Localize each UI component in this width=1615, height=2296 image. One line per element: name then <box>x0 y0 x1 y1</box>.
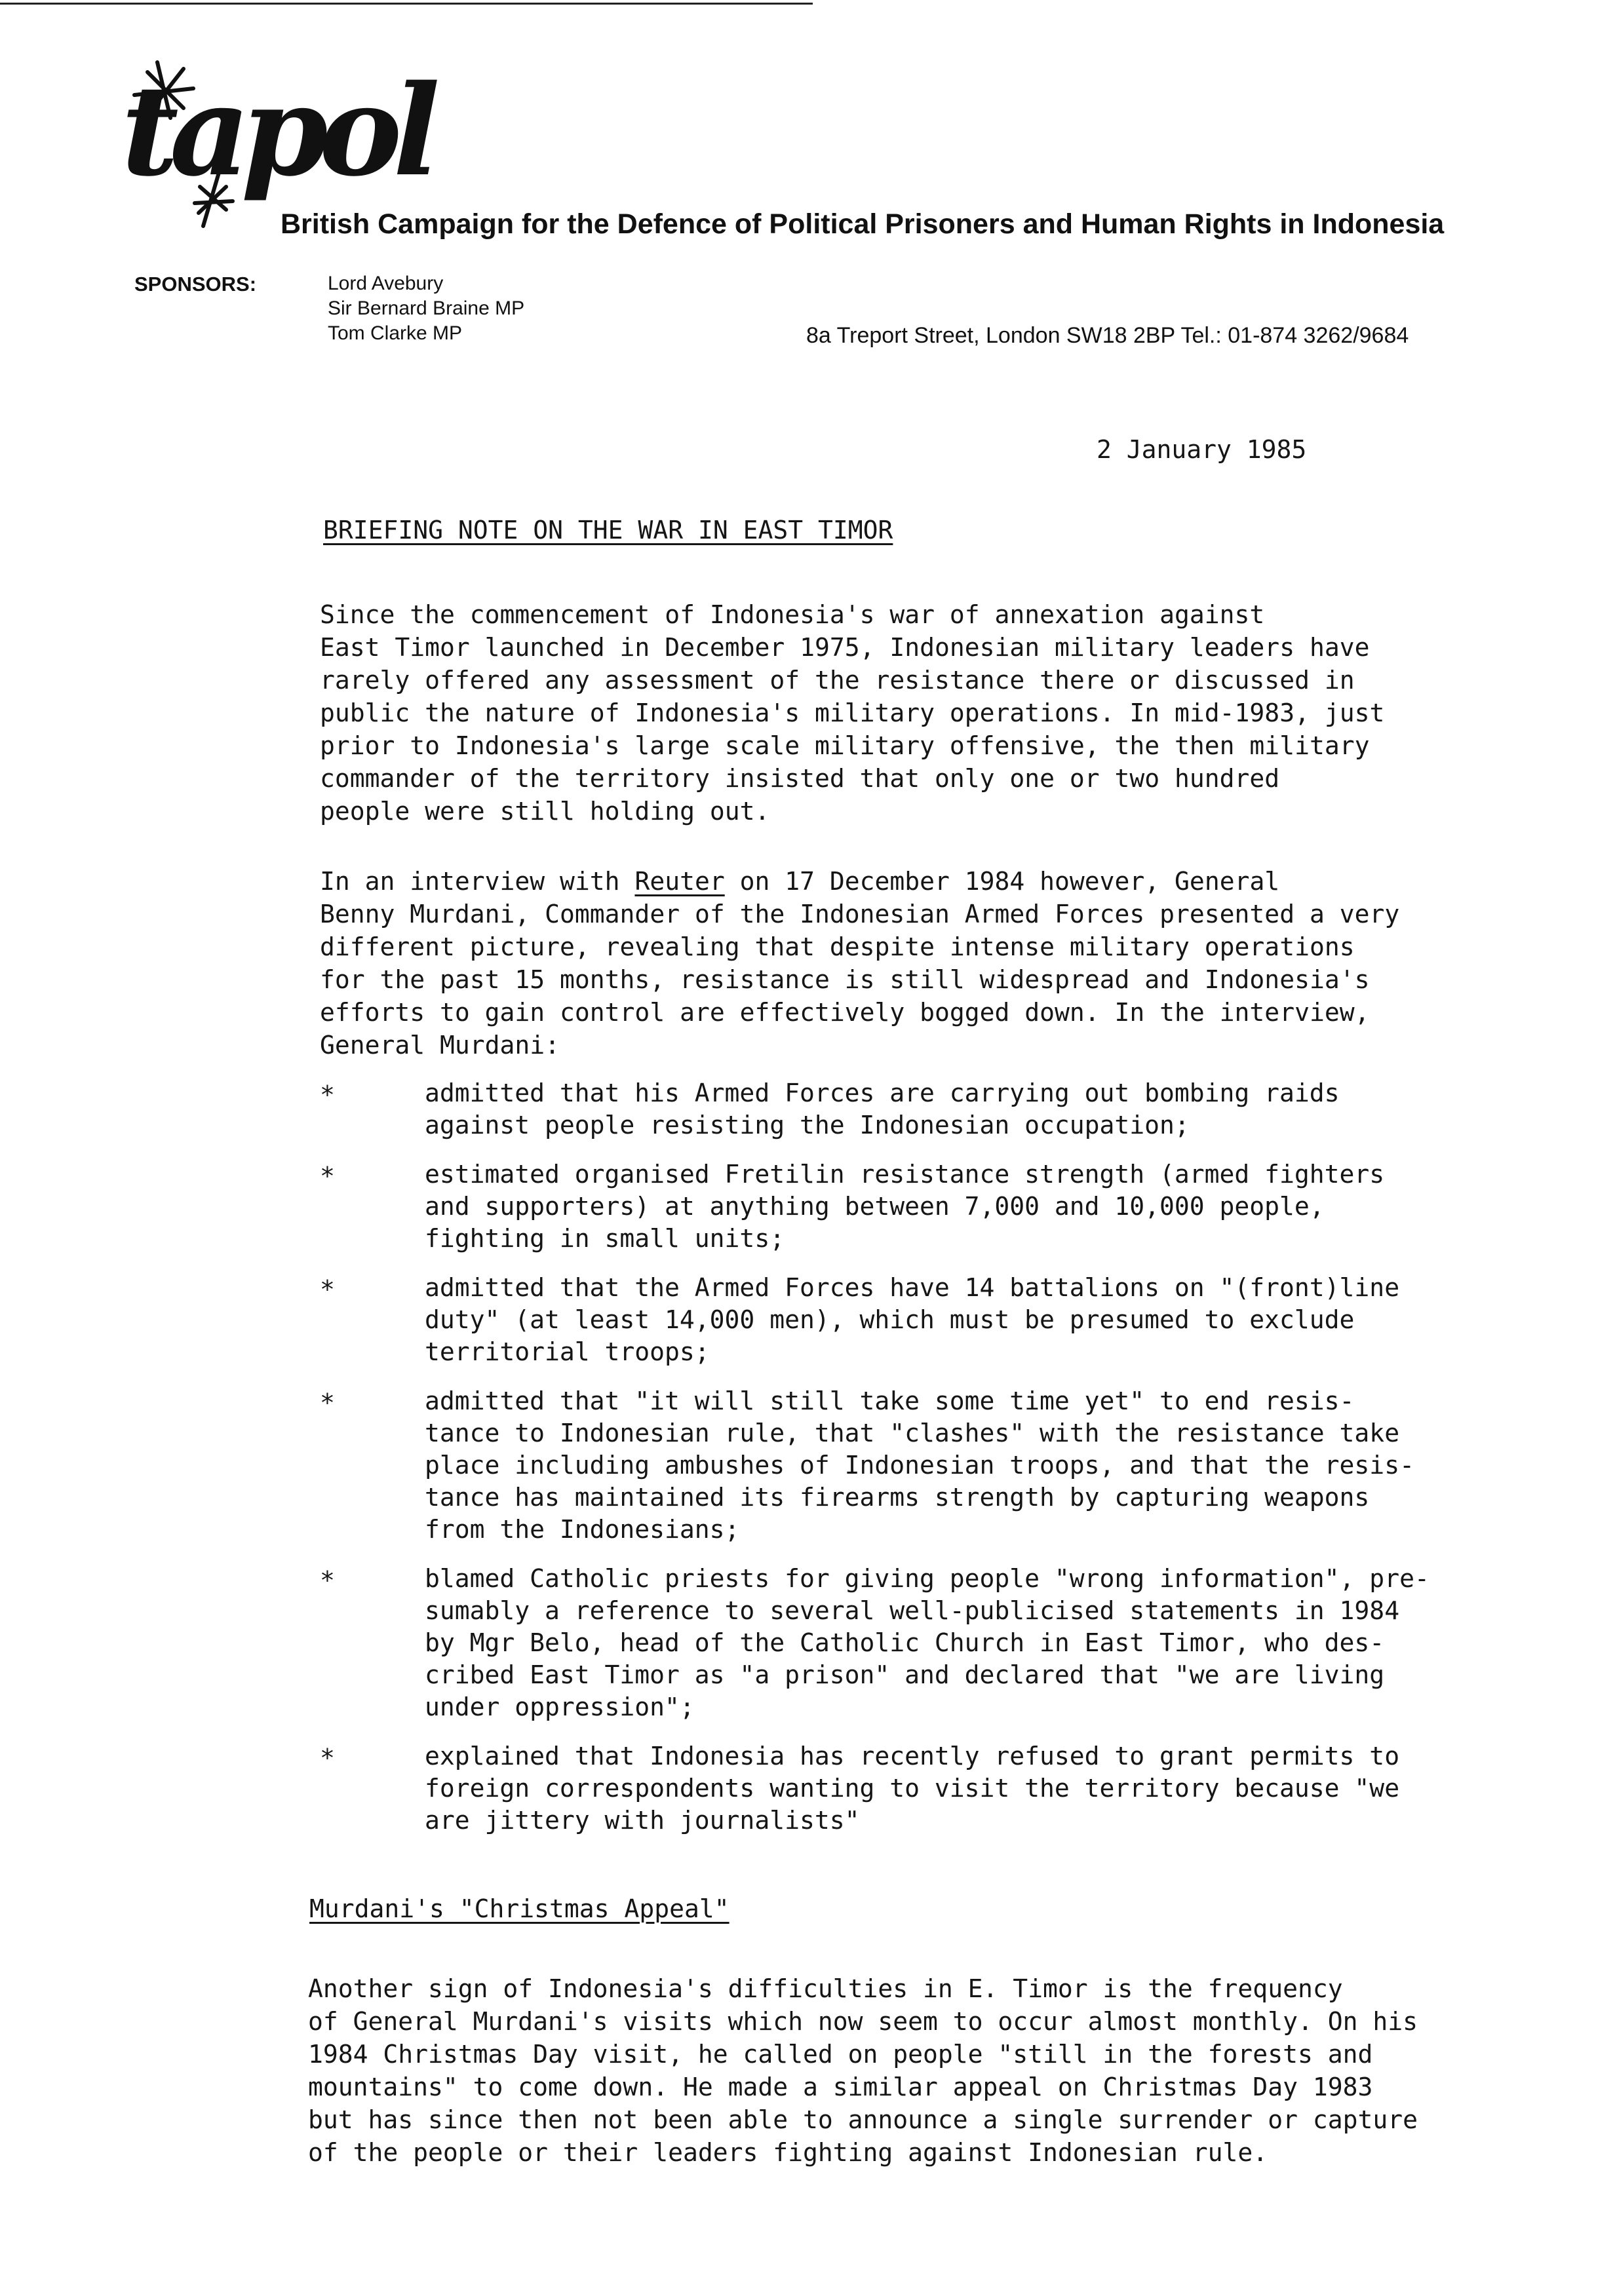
list-item-text: admitted that the Armed Forces have 14 battalions on "(front)line duty" (at least 14,000 men), which must be presumed to exclude territorial troops; <box>425 1273 1400 1366</box>
list-item-text: admitted that "it will still take some time yet" to end resis- tance to Indonesian rule, that "clashes" with the resistance take place including ambushes of Indonesian troops, and that the resis- tance has maintained its firearms strength by capturing weapons from the Indonesians; <box>425 1387 1414 1544</box>
sponsor-name: Tom Clarke MP <box>328 322 463 344</box>
paragraph-intro: Since the commencement of Indonesia's war of annexation against East Timor launched in December 1975, Indonesian military leaders have rarely offered any assessment of the resistance there or discussed in public the nature of Indonesia's military operations. In mid-1983, just prior to Indonesia's large scale military offensive, the then military commander of the territory insisted that only one or two hundred people were still holding out. <box>320 600 1385 826</box>
bullet-asterisk: * <box>320 1081 335 1109</box>
sponsors-label: SPONSORS: <box>134 273 257 296</box>
sponsor-name: Lord Avebury <box>328 273 444 294</box>
logo-wordmark: tapol <box>121 58 431 204</box>
list-item-text: admitted that his Armed Forces are carrying out bombing raids against people resisting the Indonesian occupation; <box>425 1079 1340 1139</box>
sponsors-list <box>328 271 524 346</box>
list-item <box>320 1563 1529 1723</box>
bullet-asterisk: * <box>320 1162 335 1191</box>
bullet-asterisk: * <box>320 1275 335 1304</box>
list-item-text: blamed Catholic priests for giving people "wrong information", pre- sumably a reference to several well-publicised statements in 1984 by Mgr Belo, head of the Catholic Church in East Timor, who des- cribed East Timor as "a prison" and declared that "we are living under oppression"; <box>425 1564 1430 1721</box>
list-item-text: explained that Indonesia has recently refused to grant permits to foreign correspondents wanting to visit the territory because "we are jittery with journalists" <box>425 1742 1400 1835</box>
list-item <box>320 1385 1529 1546</box>
paragraph-interview-rest: on 17 December 1984 however, General Benny Murdani, Commander of the Indonesian Armed Forces presented a very different picture, revealing that despite intense military operations for the past 15 months, resistance is still widespread and Indonesia's efforts to gain control are effectively bogged down. In the interview, General Murdani: <box>320 867 1400 1060</box>
bullet-asterisk: * <box>320 1744 335 1772</box>
bullet-asterisk: * <box>320 1566 335 1595</box>
list-item-text: estimated organised Fretilin resistance strength (armed fighters and supporters) at anything between 7,000 and 10,000 people, fighting in small units; <box>425 1160 1385 1253</box>
top-border-line <box>0 3 813 5</box>
list-item <box>320 1272 1529 1368</box>
document-date: 2 January 1985 <box>1097 435 1307 464</box>
sponsor-name: Sir Bernard Braine MP <box>328 297 525 319</box>
list-item <box>320 1158 1529 1255</box>
address-line: 8a Treport Street, London SW18 2BP Tel.: 01-874 3262/9684 <box>806 323 1409 348</box>
murdani-statements-list <box>320 1077 1529 1854</box>
christmas-appeal-heading: Murdani's "Christmas Appeal" <box>309 1894 730 1923</box>
list-item <box>320 1077 1529 1141</box>
list-item <box>320 1740 1529 1837</box>
paragraph-interview <box>320 865 1509 1062</box>
reuter-source-name: Reuter <box>634 867 725 896</box>
paragraph-interview-start: In an interview with <box>320 867 635 896</box>
organisation-name: British Campaign for the Defence of Political Prisoners and Human Rights in Indonesia <box>281 208 1445 240</box>
paragraph-christmas-appeal: Another sign of Indonesia's difficulties in E. Timor is the frequency of General Murdani's visits which now seem to occur almost monthly. On his 1984 Christmas Day visit, he called on people "still in the forests and mountains" to come down. He made a similar appeal on Christmas Day 1983 but has since then not been able to announce a single surrender or capture of the people or their leaders fighting against Indonesian rule. <box>308 1974 1418 2167</box>
document-title: BRIEFING NOTE ON THE WAR IN EAST TIMOR <box>323 516 893 545</box>
bullet-asterisk: * <box>320 1388 335 1417</box>
